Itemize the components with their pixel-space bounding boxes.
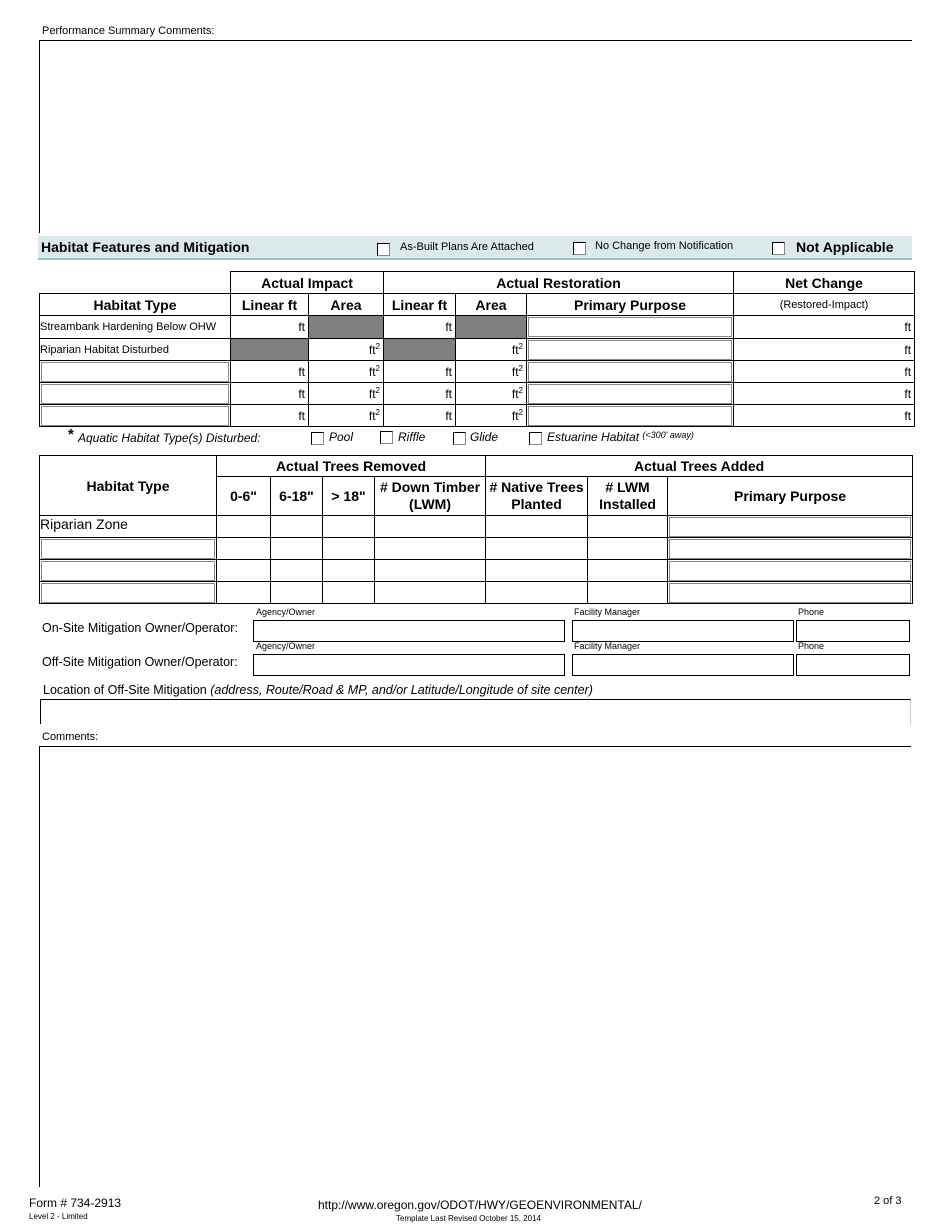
cell[interactable]	[271, 560, 323, 582]
restoration-area-header: Area	[456, 294, 527, 316]
estuarine-note: (<300' away)	[642, 430, 694, 440]
performance-summary-label: Performance Summary Comments:	[42, 25, 215, 37]
cell[interactable]	[375, 560, 486, 582]
cell[interactable]	[271, 538, 323, 560]
location-label: Location of Off-Site Mitigation (address, Route/Road & MP, and/or Latitude/Longitude of site center)	[43, 683, 593, 697]
habitat-type-input[interactable]	[40, 405, 231, 427]
riffle-checkbox[interactable]	[380, 431, 393, 444]
primary-purpose-cell[interactable]	[527, 383, 734, 405]
nochange-checkbox[interactable]	[573, 242, 586, 255]
cell[interactable]	[588, 516, 668, 538]
offsite-agency-caption: Agency/Owner	[256, 641, 316, 651]
impact-linear-cell[interactable]: ft	[231, 361, 309, 383]
col-gt18-header: > 18"	[323, 477, 375, 516]
disabled-cell	[384, 339, 456, 361]
impact-linear-ft-header: Linear ft	[231, 294, 309, 316]
net-change-cell[interactable]: ft	[734, 316, 915, 339]
cell[interactable]	[588, 582, 668, 604]
restoration-area-cell[interactable]: $ft^2$	[456, 383, 527, 405]
offsite-facility-input[interactable]	[572, 654, 794, 676]
asbuilt-label: As-Built Plans Are Attached	[400, 241, 534, 253]
net-change-cell[interactable]: ft	[734, 339, 915, 361]
cell[interactable]	[588, 538, 668, 560]
restored-impact-subheader: (Restored-Impact)	[734, 294, 915, 316]
form-number: Form # 734-2913	[29, 1196, 122, 1210]
comments-label: Comments:	[42, 731, 99, 743]
asbuilt-checkbox[interactable]	[377, 243, 390, 256]
aquatic-label: Aquatic Habitat Type(s) Disturbed:	[78, 431, 261, 445]
offsite-agency-input[interactable]	[253, 654, 565, 676]
restoration-area-cell[interactable]: $ft^2$	[456, 405, 527, 427]
row-label: Riparian Habitat Disturbed	[40, 339, 231, 361]
primary-purpose-cell[interactable]	[527, 339, 734, 361]
primary-purpose-header: Primary Purpose	[527, 294, 734, 316]
impact-area-cell[interactable]: $ft^2$	[309, 405, 384, 427]
disabled-cell	[309, 316, 384, 339]
table-row	[40, 516, 913, 538]
habitat-type-input[interactable]	[40, 383, 231, 405]
footer-url[interactable]: http://www.oregon.gov/ODOT/HWY/GEOENVIRONMENTAL/	[318, 1198, 642, 1212]
lwm-installed-header: # LWM Installed	[588, 477, 668, 516]
glide-label: Glide	[470, 430, 499, 444]
cell[interactable]	[486, 582, 588, 604]
primary-purpose-cell[interactable]	[527, 316, 734, 339]
table-row	[40, 582, 913, 604]
habitat-type-input[interactable]	[40, 560, 217, 582]
trees-table	[39, 455, 913, 604]
offsite-phone-input[interactable]	[796, 654, 910, 676]
location-hint: (address, Route/Road & MP, and/or Latitude/Longitude of site center)	[210, 683, 593, 697]
primary-purpose-cell[interactable]	[527, 361, 734, 383]
habitat-type-header: Habitat Type	[40, 294, 231, 316]
glide-checkbox[interactable]	[453, 432, 466, 445]
template-revised: Template Last Revised October 15, 2014	[396, 1214, 541, 1223]
table-row	[40, 361, 915, 383]
offsite-facility-caption: Facility Manager	[574, 641, 641, 651]
net-change-cell[interactable]: ft	[734, 361, 915, 383]
not-applicable-label: Not Applicable	[796, 239, 894, 255]
cell[interactable]	[486, 516, 588, 538]
onsite-facility-input[interactable]	[572, 620, 794, 642]
net-change-cell[interactable]: ft	[734, 383, 915, 405]
performance-summary-textarea[interactable]	[39, 40, 912, 233]
cell[interactable]	[217, 516, 271, 538]
cell[interactable]	[323, 516, 375, 538]
cell[interactable]	[271, 582, 323, 604]
trees-added-header: Actual Trees Added	[486, 456, 913, 477]
onsite-label: On-Site Mitigation Owner/Operator:	[42, 621, 238, 635]
page-number: 2 of 3	[874, 1195, 902, 1207]
onsite-facility-caption: Facility Manager	[574, 607, 641, 617]
habitat-type-input[interactable]	[40, 582, 217, 604]
impact-area-cell[interactable]: $ft^2$	[309, 339, 384, 361]
not-applicable-checkbox[interactable]	[772, 242, 785, 255]
impact-linear-cell[interactable]: ft	[231, 383, 309, 405]
impact-area-header: Area	[309, 294, 384, 316]
native-trees-header: # Native Trees Planted	[486, 477, 588, 516]
down-timber-header: # Down Timber (LWM)	[375, 477, 486, 516]
disabled-cell	[456, 316, 527, 339]
col-6-18-header: 6-18"	[271, 477, 323, 516]
impact-linear-cell[interactable]: ft	[231, 405, 309, 427]
restoration-linear-cell[interactable]: ft	[384, 405, 456, 427]
offsite-label: Off-Site Mitigation Owner/Operator:	[42, 655, 238, 669]
row-label: Riparian Zone	[40, 516, 217, 538]
table-row	[40, 316, 915, 339]
table-row	[40, 383, 915, 405]
table-row	[40, 538, 913, 560]
cell[interactable]	[323, 582, 375, 604]
table-row	[40, 560, 913, 582]
primary-purpose-cell[interactable]	[668, 560, 913, 582]
riffle-label: Riffle	[398, 430, 426, 444]
primary-purpose-cell[interactable]	[668, 516, 913, 538]
impact-area-cell[interactable]: $ft^2$	[309, 361, 384, 383]
restoration-linear-cell[interactable]: ft	[384, 361, 456, 383]
table-row	[40, 405, 915, 427]
cell[interactable]	[323, 560, 375, 582]
habitat-section-title: Habitat Features and Mitigation	[41, 239, 250, 255]
aquatic-asterisk: *	[68, 426, 74, 443]
estuarine-checkbox[interactable]	[529, 432, 542, 445]
onsite-agency-caption: Agency/Owner	[256, 607, 316, 617]
actual-restoration-header: Actual Restoration	[384, 272, 734, 294]
primary-purpose-cell[interactable]	[668, 582, 913, 604]
location-input[interactable]	[40, 699, 911, 724]
actual-impact-header: Actual Impact	[231, 272, 384, 294]
col-0-6-header: 0-6"	[217, 477, 271, 516]
trees-primary-purpose-header: Primary Purpose	[668, 477, 913, 516]
cell[interactable]	[217, 538, 271, 560]
impact-linear-cell[interactable]: ft	[231, 316, 309, 339]
form-level: Level 2 - Limited	[29, 1212, 88, 1221]
restoration-linear-cell[interactable]: ft	[384, 316, 456, 339]
habitat-type-input[interactable]	[40, 538, 217, 560]
row-label: Streambank Hardening Below OHW	[40, 316, 231, 339]
cell[interactable]	[323, 538, 375, 560]
cell[interactable]	[271, 516, 323, 538]
impact-area-cell[interactable]: $ft^2$	[309, 383, 384, 405]
onsite-phone-input[interactable]	[796, 620, 910, 642]
net-change-header: Net Change	[734, 272, 915, 294]
cell[interactable]	[588, 560, 668, 582]
pool-label: Pool	[329, 430, 354, 444]
restoration-area-cell[interactable]: $ft^2$	[456, 339, 527, 361]
net-change-cell[interactable]: ft	[734, 405, 915, 427]
cell[interactable]	[217, 582, 271, 604]
disabled-cell	[231, 339, 309, 361]
trees-removed-header: Actual Trees Removed	[217, 456, 486, 477]
primary-purpose-cell[interactable]	[527, 405, 734, 427]
comments-textarea[interactable]	[39, 746, 911, 1187]
cell[interactable]	[486, 538, 588, 560]
primary-purpose-cell[interactable]	[668, 538, 913, 560]
cell[interactable]	[375, 516, 486, 538]
cell[interactable]	[375, 538, 486, 560]
estuarine-label: Estuarine Habitat $^{(<300' away)}$	[547, 430, 694, 444]
onsite-phone-caption: Phone	[798, 607, 825, 617]
offsite-phone-caption: Phone	[798, 641, 825, 651]
impact-table	[39, 271, 915, 427]
trees-habitat-type-header: Habitat Type	[40, 456, 217, 516]
cell[interactable]	[217, 560, 271, 582]
restoration-area-cell[interactable]: $ft^2$	[456, 361, 527, 383]
nochange-label: No Change from Notification	[595, 240, 734, 252]
restoration-linear-ft-header: Linear ft	[384, 294, 456, 316]
table-row	[40, 339, 915, 361]
onsite-agency-input[interactable]	[253, 620, 565, 642]
cell[interactable]	[486, 560, 588, 582]
habitat-type-input[interactable]	[40, 361, 231, 383]
pool-checkbox[interactable]	[311, 432, 324, 445]
cell[interactable]	[375, 582, 486, 604]
restoration-linear-cell[interactable]: ft	[384, 383, 456, 405]
